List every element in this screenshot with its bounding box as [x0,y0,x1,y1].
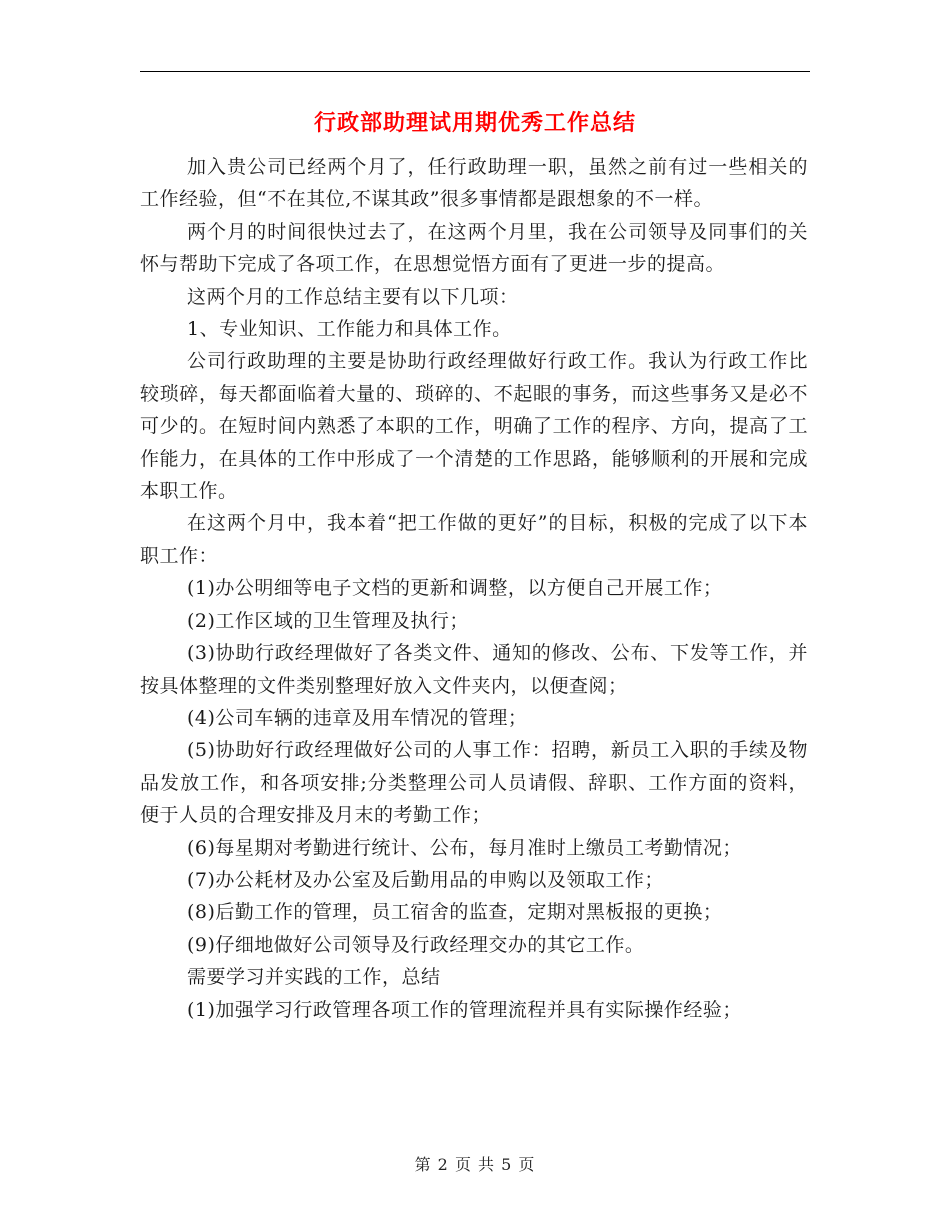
paragraph-intro: 加入贵公司已经两个月了，任行政助理一职，虽然之前有过一些相关的工作经验，但“不在其位,不谋其政”很多事情都是跟想象的不一样。 [140,156,808,211]
duty-item-7: (7)办公耗材及办公室及后勤用品的申购以及领取工作； [187,868,664,891]
learning-item-1: (1)加强学习行政管理各项工作的管理流程并具有实际操作经验； [187,998,742,1021]
paragraph-role-description: 公司行政助理的主要是协助行政经理做好行政工作。我认为行政工作比较琐碎，每天都面临着大量的、琐碎的、不起眼的事务，而这些事务又是必不可少的。在短时间内熟悉了本职的工作，明确了工作的程序、方向，提高了工作能力，在具体的工作中形成了一个清楚的工作思路，能够顺利的开展和完成本职工作。 [140,350,808,503]
duty-item-5: (5)协助好行政经理做好公司的人事工作：招聘，新员工入职的手续及物品发放工作，和各项安排;分类整理公司人员请假、辞职、工作方面的资料，便于人员的合理安排及月末的考勤工作； [140,739,808,827]
header-rule [140,71,810,72]
duty-item-6: (6)每星期对考勤进行统计、公布，每月准时上缴员工考勤情况； [187,836,742,859]
document-title: 行政部助理试用期优秀工作总结 [313,111,636,136]
paragraph-two-months: 两个月的时间很快过去了，在这两个月里，我在公司领导及同事们的关怀与帮助下完成了各项工作，在思想觉悟方面有了更进一步的提高。 [140,220,808,276]
section-heading-1: 1、专业知识、工作能力和具体工作。 [187,318,512,341]
paragraph-duties-lead: 在这两个月中，我本着“把工作做的更好”的目标，积极的完成了以下本职工作： [140,512,808,567]
duty-item-4: (4)公司车辆的违章及用车情况的管理； [187,706,528,729]
page-number: 第 2 页 共 5 页 [414,1155,536,1174]
section-heading-learning: 需要学习并实践的工作，总结 [187,966,441,989]
duty-item-1: (1)办公明细等电子文档的更新和调整，以方便自己开展工作； [187,577,723,600]
duty-item-9: (9)仔细地做好公司领导及行政经理交办的其它工作。 [187,933,645,956]
paragraph-summary-lead: 这两个月的工作总结主要有以下几项： [187,285,519,308]
document-body [140,151,808,1026]
duty-item-2: (2)工作区域的卫生管理及执行； [187,609,469,632]
duty-item-3: (3)协助行政经理做好了各类文件、通知的修改、公布、下发等工作，并按具体整理的文件类别整理好放入文件夹内，以便查阅； [140,642,808,697]
duty-item-8: (8)后勤工作的管理，员工宿舍的监查，定期对黑板报的更换； [187,901,723,924]
